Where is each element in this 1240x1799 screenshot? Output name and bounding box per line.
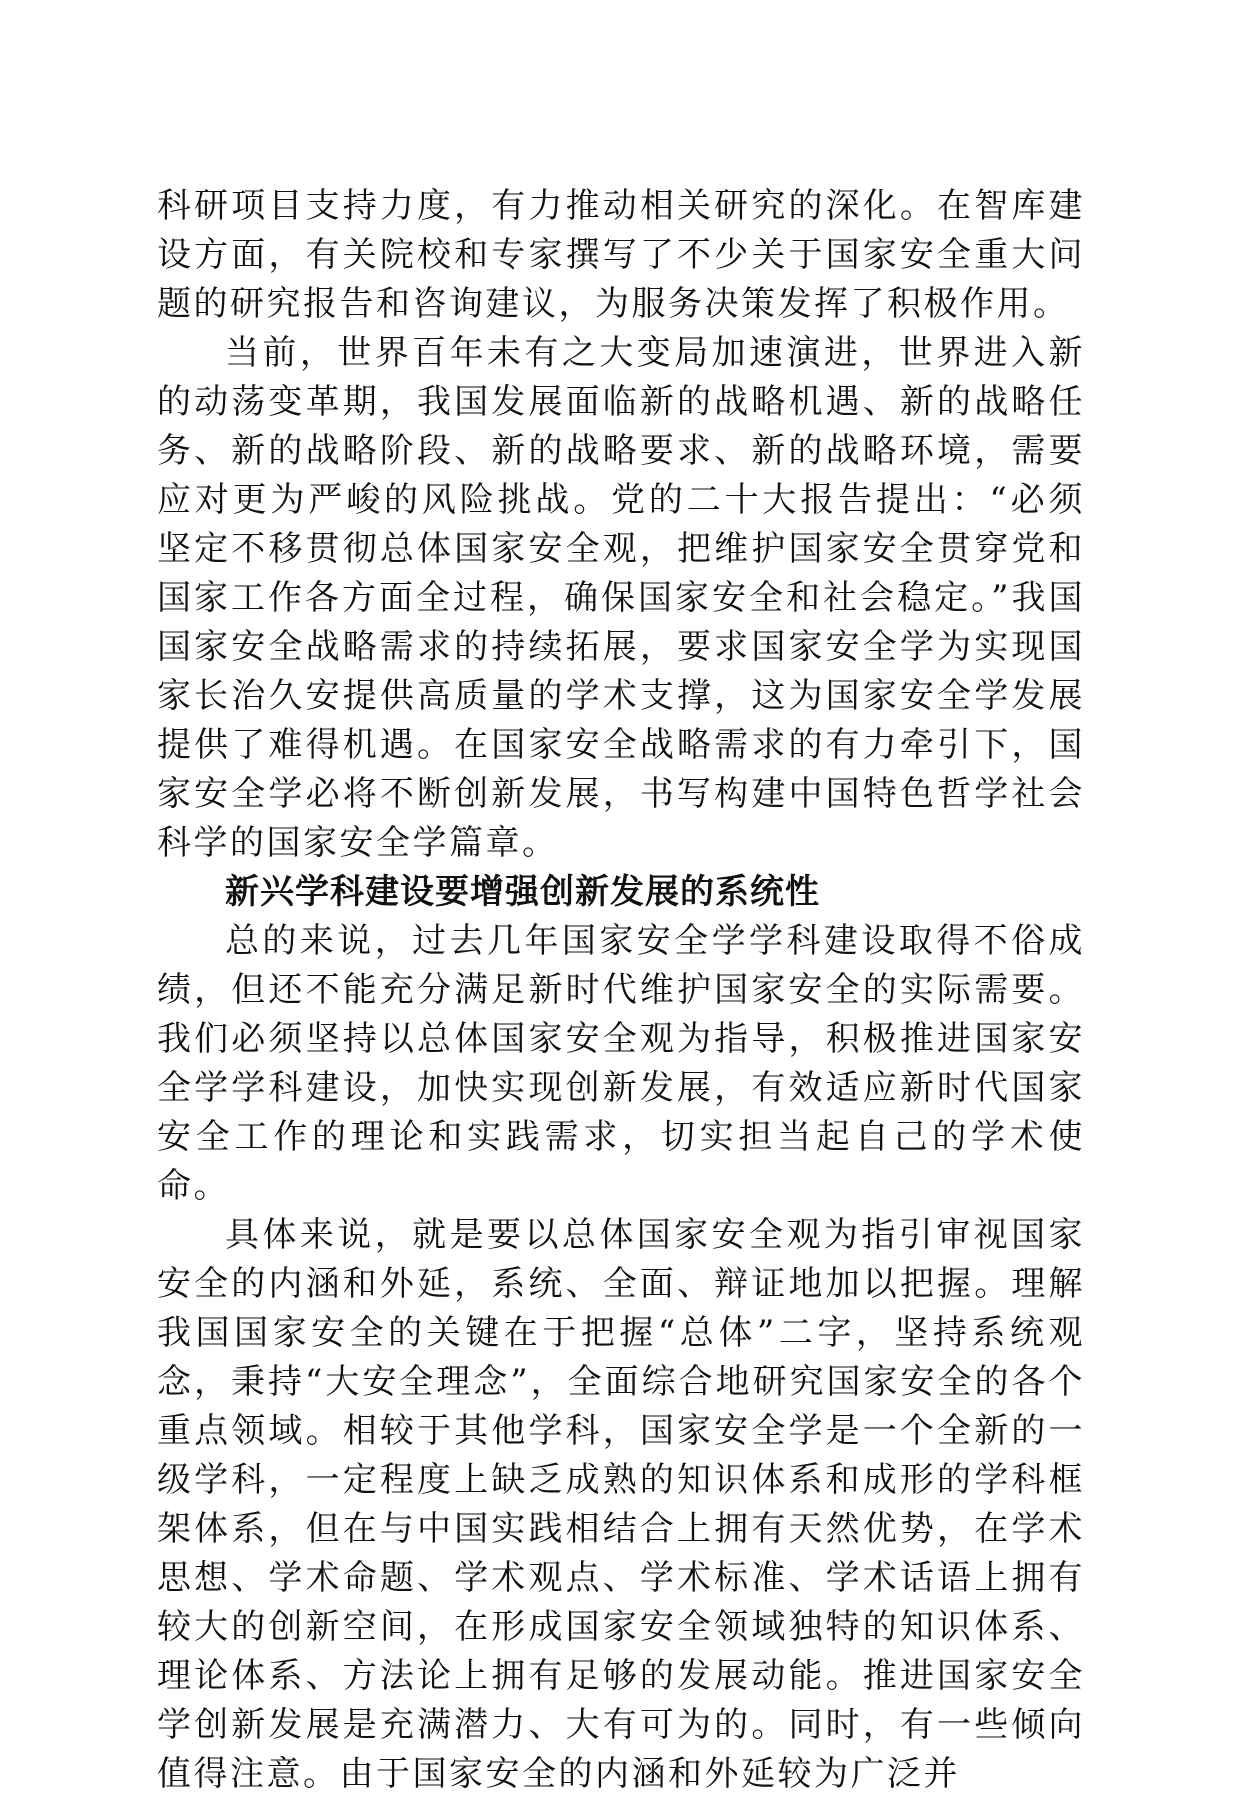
section-heading: 新兴学科建设要增强创新发展的系统性 (225, 872, 820, 912)
paragraph-continued: 科研项目支持力度，有力推动相关研究的深化。在智库建设方面，有关院校和专家撰写了不少关于国家安全重大问题的研究报告和咨询建议，为服务决策发挥了积极作用。 (157, 186, 1085, 324)
paragraph-specifics: 具体来说，就是要以总体国家安全观为指引审视国家安全的内涵和外延，系统、全面、辩证地加以把握。理解我国国家安全的关键在于把握“总体”二字，坚持系统观念，秉持“大安全理念”，全面综合地研究国家安全的各个重点领域。相较于其他学科，国家安全学是一个全新的一级学科，一定程度上缺乏成熟的知识体系和成形的学科框架体系，但在与中国实践相结合上拥有天然优势，在学术思想、学术命题、学术观点、学术标准、学术话语上拥有较大的创新空间，在形成国家安全领域独特的知识体系、理论体系、方法论上拥有足够的发展动能。推进国家安全学创新发展是充满潜力、大有可为的。同时，有一些倾向值得注意。由于国家安全的内涵和外延较为广泛并 (157, 1215, 1085, 1794)
paragraph-strategic-context: 当前，世界百年未有之大变局加速演进，世界进入新的动荡变革期，我国发展面临新的战略机遇、新的战略任务、新的战略阶段、新的战略要求、新的战略环境，需要应对更为严峻的风险挑战。党的二十大报告提出：“必须坚定不移贯彻总体国家安全观，把维护国家安全贯穿党和国家工作各方面全过程，确保国家安全和社会稳定。”我国国家安全战略需求的持续拓展，要求国家安全学为实现国家长治久安提供高质量的学术支撑，这为国家安全学发展提供了难得机遇。在国家安全战略需求的有力牵引下，国家安全学必将不断创新发展，书写构建中国特色哲学社会科学的国家安全学篇章。 (157, 333, 1085, 863)
document-page (157, 182, 1085, 1799)
paragraph-summary: 总的来说，过去几年国家安全学学科建设取得不俗成绩，但还不能充分满足新时代维护国家安全的实际需要。我们必须坚持以总体国家安全观为指导，积极推进国家安全学学科建设，加快实现创新发展，有效适应新时代国家安全工作的理论和实践需求，切实担当起自己的学术使命。 (157, 921, 1085, 1206)
